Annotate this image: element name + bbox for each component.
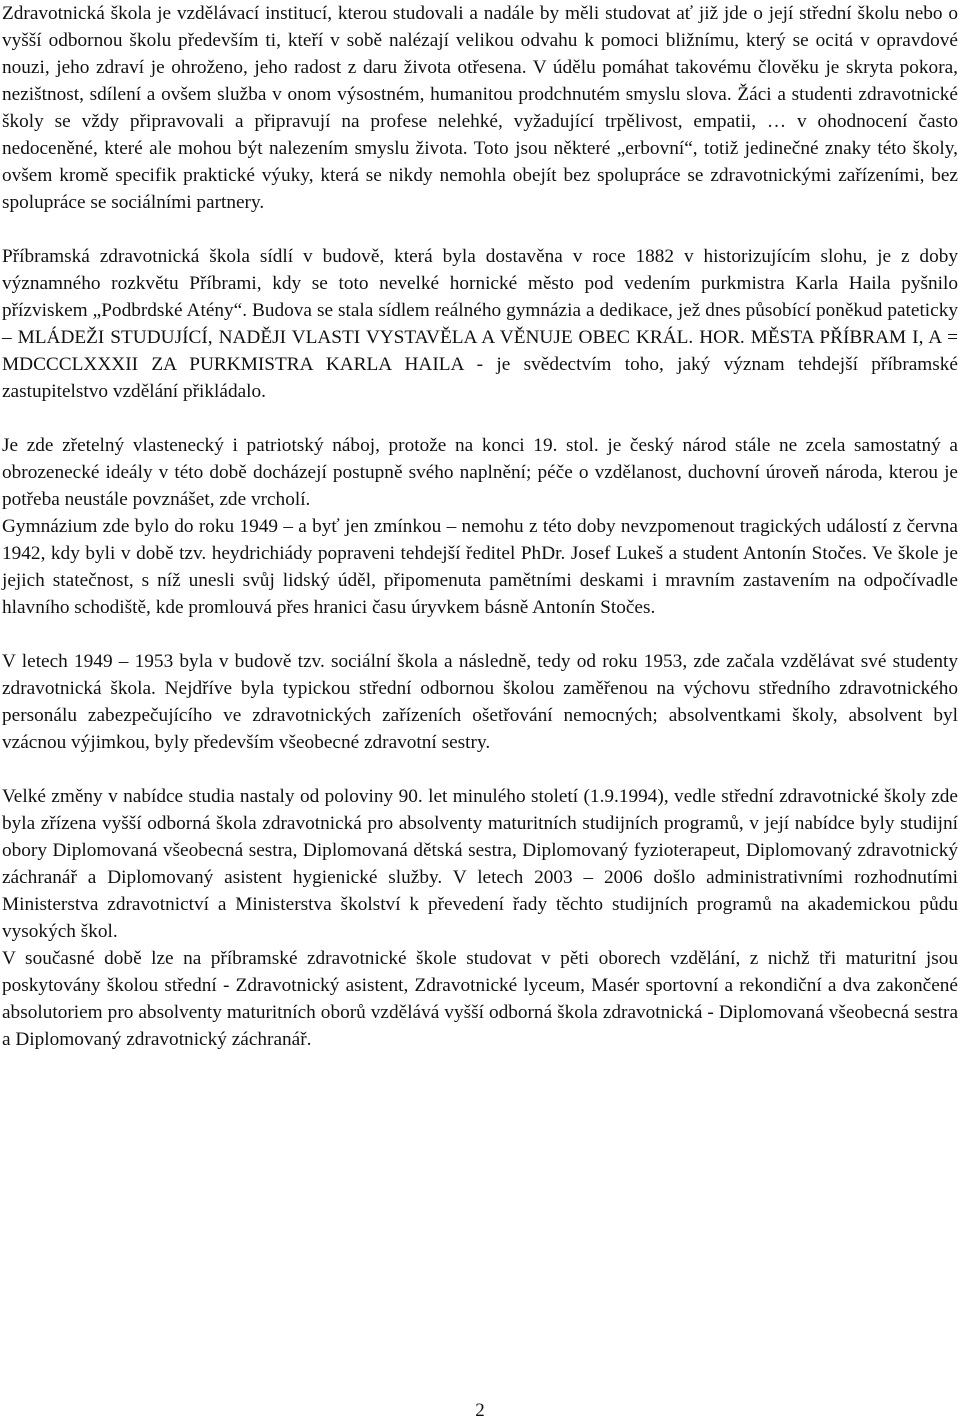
paragraph-current-programs: V současné době lze na příbramské zdravotnické škole studovat v pěti oborech vzdělání, z nichž tři maturitní jsou poskytovány školou střední - Zdravotnický asistent, Zdravotnické lyceum, Masér sportovní a rekondiční a dva zakončené absolutoriem pro absolventy maturitních oborů vzdělává vyšší odborná škola zdravotnická - Diplomovaná všeobecná sestra a Diplomovaný zdravotnický záchranář. [2, 948, 958, 1050]
paragraph-higher-school-changes: Velké změny v nabídce studia nastaly od poloviny 90. let minulého století (1.9.1994), vedle střední zdravotnické školy zde byla zřízena vyšší odborná škola zdravotnická pro absolventy maturitních studijních programů, v její nabídce byly studijní obory Diplomovaná všeobecná sestra, Diplomovaná dětská sestra, Diplomovaný fyzioterapeut, Diplomovaný zdravotnický záchranář a Diplomovaný asistent hygienické služby. V letech 2003 – 2006 došlo administrativními rozhodnutími Ministerstva zdravotnictví a Ministerstva školství k převedení řady těchto studijních programů na akademickou půdu vysokých škol. [2, 786, 958, 942]
page-number: 2 [475, 1400, 485, 1421]
paragraph-patriotic-context: Je zde zřetelný vlastenecký i patriotský náboj, protože na konci 19. stol. je český národ stále ne zcela samostatný a obrozenecké ideály v této době docházejí postupně svého naplnění; péče o vzdělanost, duchovní úroveň národa, kterou je potřeba neustále povznášet, zde vrcholí. [2, 435, 958, 510]
paragraph-health-school-origins: V letech 1949 – 1953 byla v budově tzv. sociální škola a následně, tedy od roku 1953, zde začala vzdělávat své studenty zdravotnická škola. Nejdříve byla typickou střední odbornou školou zaměřenou na výchovu středního zdravotnického personálu zabezpečujícího ve zdravotnických zařízeních ošetřování nemocných; absolventkami školy, absolvent byl vzácnou výjimkou, byly především všeobecné zdravotní sestry. [2, 651, 958, 753]
paragraph-school-mission: Zdravotnická škola je vzdělávací institucí, kterou studovali a nadále by měli studovat ať již jde o její střední školu nebo o vyšší odbornou školu především ti, kteří v sobě nalézají velikou odvahu k pomoci bližnímu, který se ocitá v opravdové nouzi, jeho zdraví je ohroženo, jeho radost z daru života otřesena. V údělu pomáhat takovému člověku je skryta pokora, nezištnost, sdílení a ovšem služba v onom výsostném, humanitou prodchnutém smyslu slova. Žáci a studenti zdravotnické školy se vždy připravovali a připravují na profese nelehké, vyžadující trpělivost, empatii, … v ohodnocení často nedoceněné, které ale mohou být nalezením smyslu života. Toto jsou některé „erbovní“, totiž jedinečné znaky této školy, ovšem kromě specifik praktické výuky, která se nikdy nemohla obejít bez spolupráce se zdravotnickými zařízeními, bez spolupráce se sociálními partnery. [2, 3, 958, 213]
paragraph-gymnasium-history: Gymnázium zde bylo do roku 1949 – a byť jen zmínkou – nemohu z této doby nevzpomenout tragických událostí z června 1942, kdy byli v době tzv. heydrichiády popraveni tehdejší ředitel PhDr. Josef Lukeš a student Antonín Stočes. Ve škole je jejich statečnost, s níž unesli svůj lidský úděl, připomenuta pamětními deskami i mravním zastavením na odpočívadle hlavního schodiště, kde promlouvá přes hranici času úryvkem básně Antonín Stočes. [2, 516, 958, 618]
document-page [2, 0, 958, 1053]
paragraph-building-history: Příbramská zdravotnická škola sídlí v budově, která byla dostavěna v roce 1882 v historizujícím slohu, je z doby významného rozkvětu Příbrami, kdy se toto nevelké hornické město pod vedením purkmistra Karla Haila pyšnilo přízviskem „Podbrdské Atény“. Budova se stala sídlem reálného gymnázia a dedikace, jež dnes působící poněkud pateticky – MLÁDEŽI STUDUJÍCÍ, NADĚJI VLASTI VYSTAVĚLA A VĚNUJE OBEC KRÁL. HOR. MĚSTA PŘÍBRAM I, A = MDCCCLXXXII ZA PURKMISTRA KARLA HAILA - je svědectvím toho, jaký význam tehdejší příbramské zastupitelstvo vzdělání přikládalo. [2, 246, 958, 402]
